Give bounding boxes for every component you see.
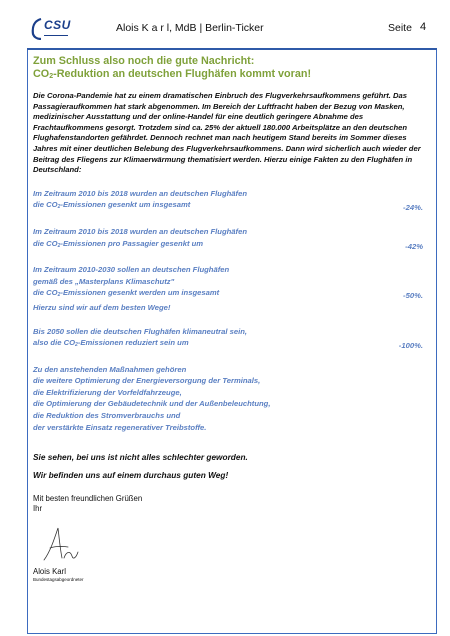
fact-3-sub: 2	[57, 292, 61, 299]
fact-3-line-3	[33, 287, 431, 302]
fact-1-sub: 2	[57, 204, 61, 211]
measures-list	[33, 364, 431, 434]
fact-4-line-2	[33, 337, 431, 352]
signer-role: Bundestagsabgeordneter	[33, 577, 84, 582]
fact-2-value: -42%	[405, 241, 423, 251]
article	[33, 55, 431, 514]
greeting	[33, 494, 431, 514]
fact-4-sub: 2	[75, 342, 78, 349]
headline-line-1: Zum Schluss also noch die gute Nachricht:	[33, 55, 255, 67]
fact-1-co: die CO	[33, 200, 58, 210]
article-headline	[33, 55, 431, 83]
fact-2-line-1: Im Zeitraum 2010 bis 2018 wurden an deutschen Flughäfen	[33, 226, 247, 236]
fact-3-line-4: Hierzu sind wir auf dem besten Wege!	[33, 302, 171, 312]
fact-3-line-2: gemäß des „Masterplans Klimaschutz"	[33, 276, 175, 286]
fact-3-co: die CO	[33, 288, 58, 298]
fact-4-co: also die CO	[33, 338, 76, 348]
fact-1-line-2	[33, 199, 431, 214]
fact-4-rest: -Emissionen reduziert sein um	[77, 338, 189, 348]
measure-item: die weitere Optimierung der Energieversorgung der Terminals,	[33, 376, 261, 386]
fact-3	[33, 264, 431, 313]
fact-1-line-1: Im Zeitraum 2010 bis 2018 wurden an deutschen Flughäfen	[33, 188, 247, 198]
fact-3-line-1: Im Zeitraum 2010-2030 sollen an deutschen Flughäfen	[33, 265, 230, 275]
logo-divider	[44, 35, 68, 36]
page-label: Seite	[388, 22, 412, 34]
headline-line-2	[33, 68, 431, 83]
page-number: 4	[420, 21, 427, 33]
measure-item: die Reduktion des Stromverbrauchs und	[33, 411, 181, 421]
fact-2-line-2	[33, 238, 431, 253]
signer-name: Alois Karl	[33, 567, 66, 576]
page-header	[0, 0, 450, 52]
fact-4	[33, 326, 431, 352]
greeting-line-1: Mit besten freundlichen Grüßen	[33, 494, 143, 504]
fact-4-line-1: Bis 2050 sollen die deutschen Flughäfen klimaneutral sein,	[33, 326, 248, 336]
fact-2-rest: -Emissionen pro Passagier gesenkt um	[60, 238, 204, 248]
measure-item: die Elektrifizierung der Vorfeldfahrzeuge,	[33, 387, 182, 397]
fact-1-value: -24%.	[403, 203, 423, 213]
fact-2	[33, 226, 431, 252]
fact-3-value: -50%.	[403, 291, 423, 301]
fact-4-value: -100%.	[398, 341, 423, 351]
csu-logo	[31, 18, 69, 40]
headline-rest: -Reduktion an deutschen Flughäfen kommt voran!	[53, 68, 312, 80]
fact-3-rest: -Emissionen gesenkt werden um insgesamt	[60, 288, 220, 298]
fact-2-sub: 2	[57, 242, 61, 249]
intro-paragraph: Die Corona-Pandemie hat zu einem dramatischen Einbruch des Flugverkehrsaufkommens geführt. Das Passagieraufkommen hat stark abgenommen. Im Bereich der Luftfracht haben der Bezug von Masken, medizinischer Ausstattung und der online-Handel für eine deutlich geringere Abnahme des Frachtaufkommens gesorgt. Trotzdem sind ca. 25% der aktuell 180.000 Arbeitsplätze an den deutschen Flughafenstandorten gefährdet. Dennoch rechnet man nach heutigem Stand bereits im Sommer dieses Jahres mit einer deutlichen Belebung des Flugverkehrsaufkommens. Dann wird sicherlich auch wieder der Beitrag des Fliegens zur Klimaerwärmung thematisiert werden. Hierzu einige Fakten zu den Flughäfen in Deutschland:	[33, 91, 421, 175]
header-title: Alois K a r l, MdB | Berlin-Ticker	[116, 22, 264, 34]
closing-statement	[33, 448, 431, 484]
logo-text: CSU	[44, 18, 71, 32]
measure-item: der verstärkte Einsatz regenerativer Treibstoffe.	[33, 422, 207, 432]
fact-1	[33, 188, 431, 214]
measure-item: die Optimierung der Gebäudetechnik und der Außenbeleuchtung,	[33, 399, 271, 409]
closing-line-1: Sie sehen, bei uns ist nicht alles schlechter geworden.	[33, 452, 248, 463]
logo-arc-icon	[31, 18, 43, 40]
greeting-line-2: Ihr	[33, 504, 43, 514]
measures-heading: Zu den anstehenden Maßnahmen gehören	[33, 364, 187, 374]
headline-sub: 2	[49, 73, 54, 80]
closing-line-2: Wir befinden uns auf einem durchaus guten Weg!	[33, 470, 229, 481]
handwritten-signature	[40, 522, 80, 568]
headline-co: CO	[33, 68, 50, 80]
fact-2-co: die CO	[33, 238, 58, 248]
fact-1-rest: -Emissionen gesenkt um insgesamt	[60, 200, 191, 210]
